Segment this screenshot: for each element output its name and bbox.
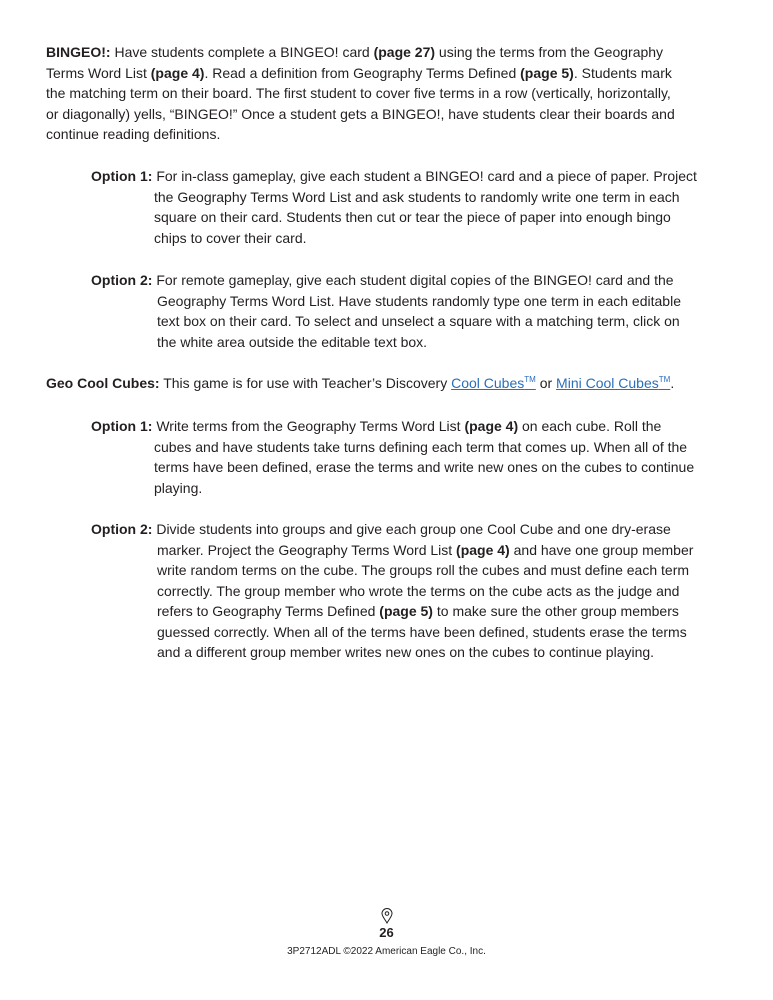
text-segment: . Students mark [573,64,672,81]
text [154,480,202,496]
text-segment: (page 5) [520,64,574,81]
text-line [46,104,675,125]
text-line [91,519,693,540]
text-segment: chips to cover their card. [154,229,307,246]
text-segment: refers to Geography Terms Defined [157,603,380,619]
text-segment: Option 1: [91,168,153,184]
text-line [91,416,694,437]
text-segment: Option 2: [91,521,153,537]
text [154,230,307,246]
text [536,375,556,391]
text-segment: . [670,375,675,391]
text [510,542,694,558]
text-segment: terms have been defined, erase the terms and write new ones on the cubes to continue [154,459,695,475]
bold-text [46,44,111,60]
text-segment: Geography Terms Word List. Have students randomly type one term in each editable [157,292,681,309]
text-line [91,457,694,478]
text-line [46,373,674,394]
text [152,168,696,184]
text-segment: Option 2: [91,272,153,288]
bold-text [374,44,435,60]
text [518,418,661,434]
text [152,521,670,537]
text-line [91,437,694,458]
text-line [91,228,697,249]
bingeo-option-1 [91,166,697,248]
text-line [91,166,697,187]
page-footer [0,908,773,957]
text [670,375,674,391]
text [152,418,464,434]
map-pin-icon [0,908,773,926]
cubes-option-1 [91,416,694,498]
text [157,603,379,619]
text-segment: (page 5) [379,603,433,619]
text-segment: Have students complete a BINGEO! card [110,44,374,60]
text-segment: on each cube. Roll the [518,418,662,434]
text-segment: Divide students into groups and give each group one Cool Cube and one dry-erase [152,521,671,537]
text-segment: or [535,375,557,391]
text [46,65,151,81]
bold-text [464,418,518,434]
page-number: 26 [379,925,394,940]
bold-text [379,603,433,619]
bold-text [91,272,152,288]
text-segment: Option 1: [91,418,153,434]
link-cool-cubes[interactable] [451,375,536,391]
cubes-option-2 [91,519,693,663]
text [111,44,374,60]
text-segment: playing. [154,479,203,496]
text-segment: (page 27) [373,44,436,60]
bold-text [151,65,205,81]
text-segment: Geo Cool Cubes: [46,375,160,391]
text [157,542,456,558]
text-segment: This game is for use with Teacher’s Discovery [159,375,452,391]
text-line [91,622,693,643]
text-segment: BINGEO!: [46,44,111,60]
text-line [46,83,675,104]
text-segment: (page 4) [464,418,519,434]
text-line [91,291,681,312]
text-segment: correctly. The group member who wrote the terms on the cube acts as the judge and [157,582,680,599]
text-line [46,124,675,145]
trademark-symbol: TM [524,375,536,384]
text-line [46,42,675,63]
text-line [91,270,681,291]
text-line [91,478,694,499]
text-segment: guessed correctly. When all of the terms have been defined, students erase the terms [157,623,687,640]
text-segment: write random terms on the cube. The groups roll the cubes and must define each term [157,562,690,578]
text-segment: the white area outside the editable text box. [157,333,428,350]
text-segment: and a different group member writes new ones on the cubes to continue playing. [157,644,655,660]
text [154,459,694,475]
text [154,189,680,205]
text [157,313,680,329]
text [46,85,671,101]
bold-text [91,168,152,184]
trademark-symbol: TM [658,375,671,384]
text [204,65,520,81]
text-segment: marker. Project the Geography Terms Word List [157,541,457,558]
bold-text [520,65,574,81]
text-segment: Terms Word List [46,64,151,81]
link-mini-cool-cubes[interactable] [556,375,670,391]
text-segment: text box on their card. To select and unselect a square with a matching term, click on [157,313,680,329]
text [157,624,687,640]
geo-cool-cubes-paragraph [46,373,674,394]
text-line [46,63,675,84]
text [154,209,671,225]
text [574,65,672,81]
text [46,126,220,142]
text-segment: (page 4) [456,541,510,558]
text [157,644,654,660]
text-line [91,207,697,228]
bingeo-paragraph [46,42,675,145]
bold-text [46,375,160,391]
text [46,106,675,122]
text-line [91,187,697,208]
text-segment: (page 4) [150,64,205,81]
text [157,583,679,599]
text-line [91,601,693,622]
text [157,334,427,350]
text-segment: square on their card. Students then cut or tear the piece of paper into enough bingo [154,209,671,225]
text-segment: For in-class gameplay, give each student a BINGEO! card and a piece of paper. Project [152,168,697,184]
text-line [91,642,693,663]
text [152,272,673,288]
text-segment[interactable]: Mini Cool Cubes [556,375,659,391]
text-segment: the Geography Terms Word List and ask students to randomly write one term in each [154,188,680,205]
text-segment: cubes and have students take turns defining each term that comes up. When all of the [154,438,688,455]
text [154,439,687,455]
text-segment: using the terms from the Geography [435,44,664,60]
text-line [91,540,693,561]
copyright: 3P2712ADL ©2022 American Eagle Co., Inc. [287,946,486,957]
bold-text [456,542,510,558]
text-segment: or diagonally) yells, “BINGEO!” Once a student gets a BINGEO!, have students clear their boards and [46,105,675,122]
text-line [91,581,693,602]
text-segment: and have one group member [509,541,694,558]
text-segment[interactable]: Cool Cubes [451,375,525,391]
text-segment: the matching term on their board. The first student to cover five terms in a row (vertically, horizontally, [46,85,671,101]
text-segment: to make sure the other group members [432,603,679,619]
text-segment: . Read a definition from Geography Terms Defined [204,64,521,81]
text [157,562,689,578]
text [160,375,452,391]
text-segment: Write terms from the Geography Terms Word List [152,418,465,434]
text-line [91,560,693,581]
text-line [91,332,681,353]
text-segment: For remote gameplay, give each student digital copies of the BINGEO! card and the [152,272,674,288]
text [157,293,681,309]
text [433,603,679,619]
bold-text [91,418,152,434]
bingeo-option-2 [91,270,681,352]
bold-text [91,521,152,537]
text-line [91,311,681,332]
text-segment: continue reading definitions. [46,126,221,142]
text [435,44,663,60]
